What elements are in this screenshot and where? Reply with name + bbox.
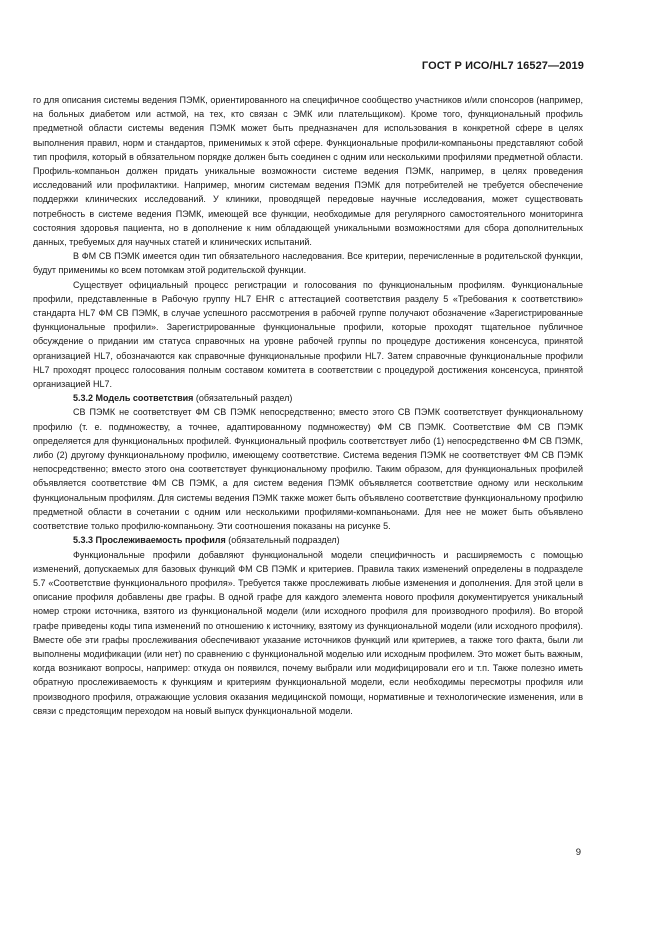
- document-header: ГОСТ Р ИСО/HL7 16527—2019: [421, 60, 584, 72]
- section-note: (обязательный подраздел): [228, 535, 340, 546]
- paragraph-inheritance: В ФМ СВ ПЭМК имеется один тип обязательного наследования. Все критерии, перечисленные в родительской функции, будут применимы ко всем потомкам этой родительской функции.: [33, 251, 583, 276]
- section-number: 5.3.3: [73, 535, 94, 546]
- section-heading-5-3-3: [33, 533, 583, 547]
- section-note: (обязательный раздел): [195, 393, 293, 404]
- paragraph-continuation: го для описания системы ведения ПЭМК, ориентированного на специфичное сообщество участников и/или спонсоров (например, на больных диабетом или астмой, на тех, кто связан с ЭМК или плательщиком). Кроме того, функциональный профиль предметной области системы ведения ПЭМК может быть предназначен для использования в конкретной сфере в целях выполнения правил, норм и стандартов, применимых к этой сфере. Функциональные профили-компаньоны представляют собой тип профиля, который в обязательном порядке должен быть соединен с одним или несколькими профилями предметной области. Профиль-компаньон должен придать уникальные возможности системе ведения ПЭМК, например, в целях проведения исследований или профилактики. Например, многим системам ведения ПЭМК для потребителей не требуется обеспечение поддержки клинических исследований. У клиники, проводящей передовые научные исследования, может существовать потребность в системе ведения ПЭМК, имеющей все функции, необходимые для регулярного самостоятельного мониторинга состояния здоровья пациента, но в дополнение к ним обладающей уникальными возможностями для сбора дополнительных данных, требуемых для научных статей и клинических испытаний.: [33, 95, 583, 248]
- section-text-5-3-2: СВ ПЭМК не соответствует ФМ СВ ПЭМК непосредственно; вместо этого СВ ПЭМК соответствует функциональному профилю (т. е. подмножеству, а точнее, адаптированному подмножеству) ФМ СВ ПЭМК. Соответствие ФМ СВ ПЭМК определяется для функциональных профилей. Функциональный профиль соответствует либо (1) непосредственно ФМ СВ ПЭМК, либо (2) другому функциональному профилю, имеющему соответствие. Система ведения ПЭМК не соответствует ФМ СВ ПЭМК непосредственно; вместо этого она соответствует функциональному профилю. Таким образом, для функциональных профилей объявляется соответствие ФМ СВ ПЭМК, а для систем ведения ПЭМК объявляется соответствие одному или нескольким функциональным профилям. Для системы ведения ПЭМК также может быть объявлено соответствие функциональному профилю предметной области в сочетании с одним или несколькими профилями-компаньонами. Для нее не может быть объявлено соответствие только профилю-компаньону. Эти соотношения показаны на рисунке 5.: [33, 407, 583, 532]
- section-number: 5.3.2: [73, 393, 94, 404]
- section-text-5-3-3: Функциональные профили добавляют функциональной модели специфичность и расширяемость с помощью изменений, допускаемых для базовых функций ФМ СВ ПЭМК и критериев. Правила таких изменений определены в подразделе 5.7 «Соответствие функционального профиля». Требуется также прослеживать любые изменения и дополнения. Для этой цели в описание профиля добавлены две графы. В одной графе для каждого элемента нового профиля документируется уникальный номер строки источника, взятого из функциональной модели (или исходного профиля для производного профиля). Во второй графе приведены коды типа изменений по отношению к источнику, взятому из функциональной модели (или исходного профиля). Вместе обе эти графы прослеживания обеспечивают указание источников функций или критериев, а также того факта, были ли выполнены модификации (или нет) по сравнению с функциональной моделью или исходным профилем. Это может быть важным, когда возникают вопросы, например: откуда он появился, почему выбрали или модифицировали его и т.п. Также полезно иметь обратную прослеживаемость к функциям и критериям функциональной модели, если необходимы пересмотры профиля или производного профиля, отражающие условия оказания медицинской помощи, нормативные и технологические изменения, или в связи с предстоящим переходом на новый выпуск функциональной модели.: [33, 549, 583, 716]
- section-title: Прослеживаемость профиля: [95, 535, 226, 546]
- section-heading-5-3-2: [33, 391, 583, 405]
- section-title: Модель соответствия: [95, 393, 194, 404]
- page-number: 9: [575, 847, 581, 858]
- document-body: [33, 93, 583, 718]
- paragraph-registration: Существует официальный процесс регистрации и голосования по функциональным профилям. Функциональные профили, представленные в Рабочую группу HL7 EHR с аттестацией соответствия разделу 5 «Требования к соответствию» стандарта HL7 ФМ СВ ПЭМК, в случае успешного рассмотрения в рабочей группе получают обозначение «Зарегистрированные функциональные профили». Зарегистрированные функциональные профили, которые проходят тщательное публичное обсуждение о придании им статуса справочных на уровне рабочей группы по процедуре достижения консенсуса, принятой организацией HL7, обозначаются как справочные функциональные профили HL7. Затем справочные функциональные профили HL7 проходят процесс голосования полным составом комитета в соответствии с процедурой достижения консенсуса, принятой организацией HL7.: [33, 279, 583, 390]
